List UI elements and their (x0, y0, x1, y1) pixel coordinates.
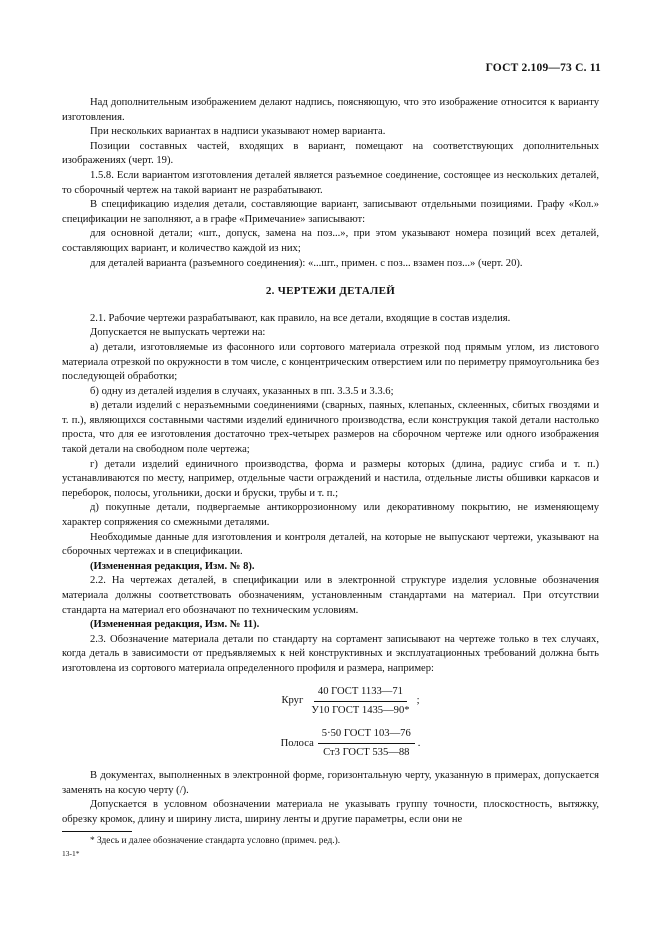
revision-note: (Измененная редакция, Изм. № 8). (90, 560, 255, 572)
material-designation-example (102, 727, 599, 761)
list-item: а) детали, изготовляемые из фасонного или сортового материала отрезкой под прямым углом, из листового материала отрезкой по окружности в том числе, с концентрическим отверстием или по периметру прямоугольника без последующей обработки; (62, 341, 599, 383)
section-title: 2. ЧЕРТЕЖИ ДЕТАЛЕЙ (265, 285, 396, 298)
formula-fraction (307, 685, 413, 719)
footnote: * Здесь и далее обозначение стандарта условно (примеч. ред.). (90, 836, 341, 847)
paragraph: При нескольких вариантах в надписи указывают номер варианта. (90, 126, 386, 138)
paragraph: Допускается в условном обозначении материала не указывать группу точности, плоскостность, вытяжку, обрезку кромок, длину и ширину листа, ширину ленты и другие параметры, если они не (62, 799, 599, 825)
formula-punctuation: . (417, 737, 421, 749)
formula-fraction (318, 727, 415, 761)
paragraph: Над дополнительным изображением делают надпись, поясняющую, что это изображение относится к варианту изготовления. (62, 97, 599, 123)
formula-punctuation: ; (416, 695, 420, 707)
list-item: д) покупные детали, подвергаемые антикоррозионному или декоративному покрытию, не изменяющему характер сопряжения со смежными деталями. (62, 502, 599, 529)
paragraph: В спецификацию изделия детали, составляющие вариант, записывают отдельными позициями. Графу «Кол.» спецификации не заполняют, а в графе «Примечание» записывают: (62, 199, 599, 225)
list-item: г) детали изделий единичного производства, форма и размеры которых (длина, радиус сгиба и т. п.) устанавливаются по месту, например, отдельные части ограждений и настила, отдельные листы обшивки каркасов и переборок, полосы, угольники, доски и бруски, трубы и т. п.; (62, 458, 599, 499)
paragraph: В документах, выполненных в электронной форме, горизонтальную черту, указанную в примерах, допускается заменять на косую черту (/). (62, 769, 599, 796)
formula-denominator: Ст3 ГОСТ 535—88 (323, 747, 410, 759)
paragraph: Необходимые данные для изготовления и контроля деталей, на которые не выпускают чертежи, указывают на сборочных чертежах и в спецификации. (62, 531, 599, 558)
paragraph: Допускается не выпускать чертежи на: (90, 327, 266, 339)
paragraph: для основной детали; «шт., допуск, замена на поз...», при этом указывают номера позиций всех деталей, составляющих вариант, и количество каждой из них; (62, 228, 599, 254)
paragraph: для деталей варианта (разъемного соединения): «...шт., примен. с поз... взамен поз...» (черт. 20). (90, 257, 523, 269)
paragraph: 2.3. Обозначение материала детали по стандарту на сортамент записывают на чертеже только в тех случаях, когда деталь в зависимости от предъявляемых к ней конструктивных и эксплуатационных требований должна быть изготовлена из сортового материала определенного профиля и размера, например: (62, 633, 599, 674)
paragraph: Позиции составных частей, входящих в вариант, помещают на соответствующих дополнительных изображениях (черт. 19). (62, 140, 599, 167)
paragraph: 2.2. На чертежах деталей, в спецификации или в электронной структуре изделия условные обозначения материала должны соответствовать обозначениям, установленным стандартами на материал. При отсутствии стандарта на материал его обозначают по техническим условиям. (62, 575, 599, 616)
page-header: ГОСТ 2.109—73 С. 11 (485, 62, 601, 74)
list-item: б) одну из деталей изделия в случаях, указанных в пп. 3.3.5 и 3.3.6; (90, 385, 394, 397)
paragraph: 2.1. Рабочие чертежи разрабатывают, как правило, на все детали, входящие в состав изделия. (90, 312, 511, 324)
formula-numerator: 40 ГОСТ 1133—71 (314, 685, 407, 703)
formula-numerator: 5·50 ГОСТ 103—76 (318, 727, 415, 745)
formula-name: Полоса (280, 737, 314, 749)
formula-name: Круг (281, 695, 304, 707)
paragraph: 1.5.8. Если вариантом изготовления деталей является разъемное соединение, состоящее из нескольких деталей, то сборочный чертеж на такой вариант не разрабатывают. (62, 169, 599, 196)
list-item: в) детали изделий с неразъемными соединениями (сварных, паяных, клепаных, склеенных, сбитых гвоздями и т. п.), являющихся составными частями изделий единичного производства, если конструкция такой детали настолько проста, что для ее изготовления достаточно трех-четырех размеров на сборочном чертеже или одного изображения такой детали на свободном поле чертежа; (62, 400, 599, 456)
page-content (62, 96, 599, 849)
footnote-separator (62, 831, 132, 832)
material-designation-example (102, 685, 599, 719)
formula-denominator: У10 ГОСТ 1435—90* (311, 705, 410, 717)
revision-note: (Измененная редакция, Изм. № 11). (90, 619, 260, 631)
print-signature: 13-1* (62, 849, 80, 858)
